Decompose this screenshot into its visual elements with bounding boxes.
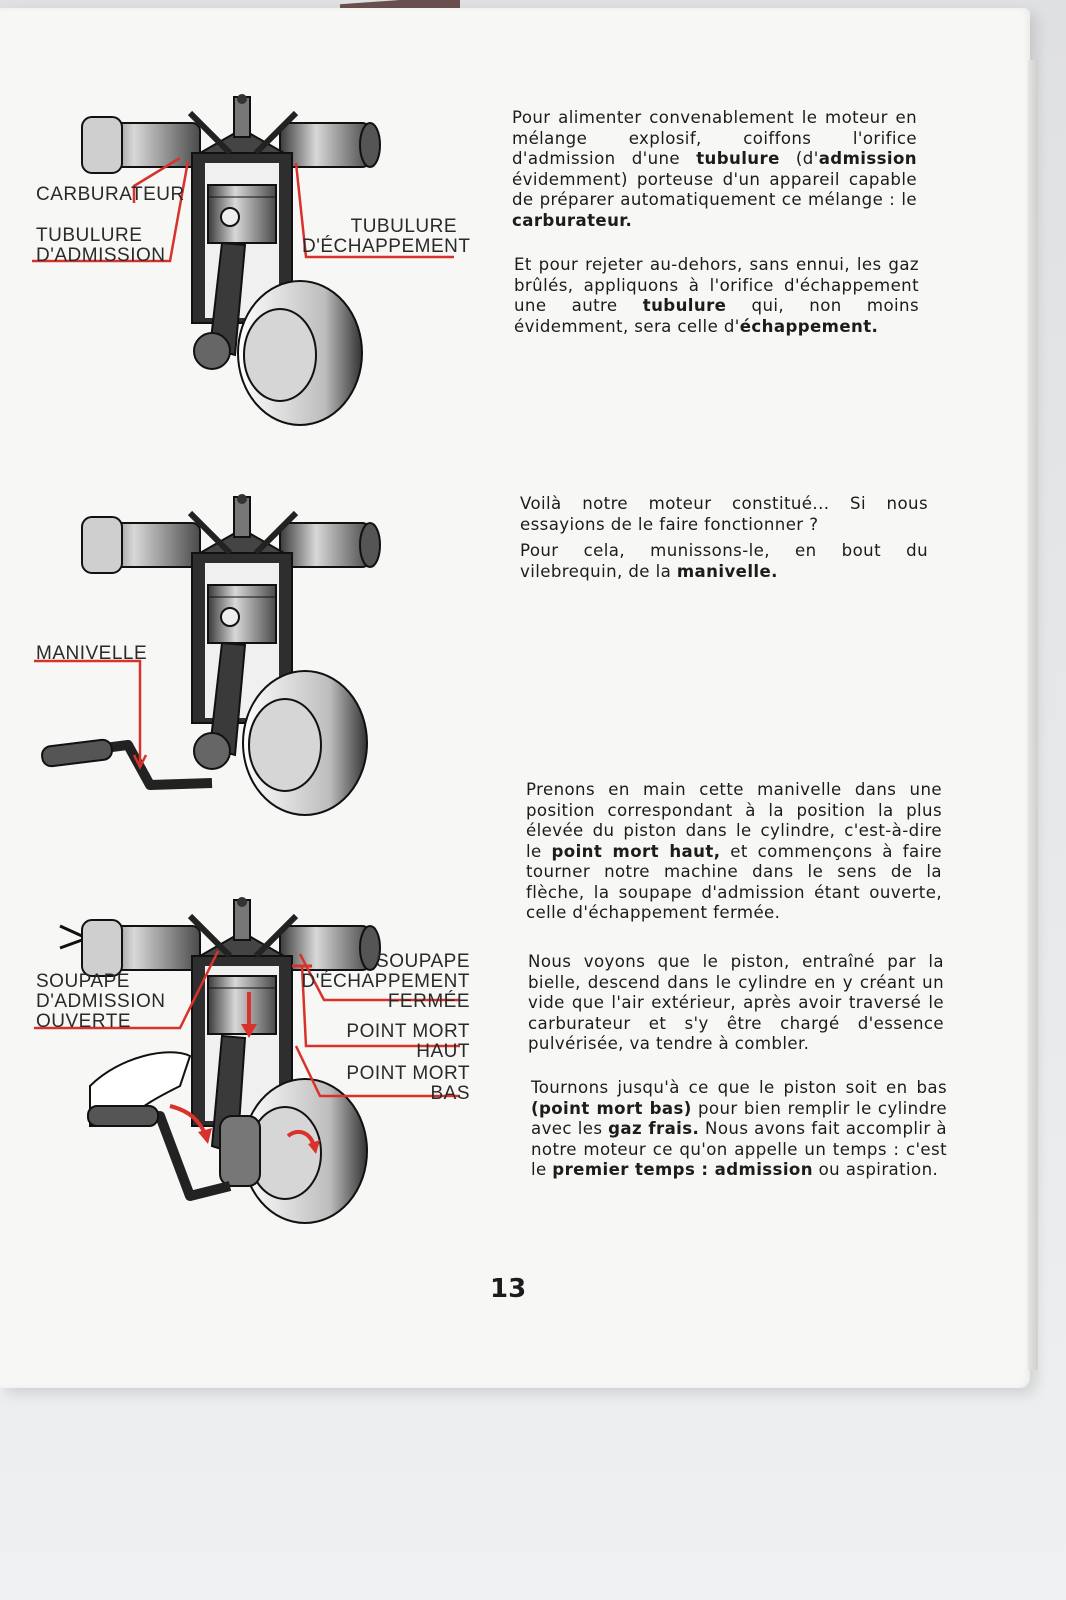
paragraph-manivelle: Pour cela, munissons-le, en bout du vilebrequin, de la manivelle.	[520, 541, 928, 581]
label-soupape-admission	[36, 972, 165, 1032]
label-soupape-admission-line2: D'ADMISSION	[36, 991, 166, 1012]
label-tubulure-admission-line1: TUBULURE	[36, 225, 143, 246]
label-tubulure-echappement-line1: TUBULURE	[350, 216, 457, 237]
paragraph-moteur-constitue: Voilà notre moteur constitué... Si nous essayions de le faire fonctionner ?	[520, 494, 928, 534]
label-soupape-echappement-line1: SOUPAPE	[376, 951, 470, 972]
label-point-mort-haut-line1: POINT MORT	[346, 1021, 470, 1042]
label-carburateur: CARBURATEUR	[36, 184, 185, 205]
label-point-mort-haut-line2: HAUT	[416, 1041, 470, 1062]
label-tubulure-echappement	[302, 216, 471, 257]
page-number: 13	[490, 1274, 527, 1304]
page-edge	[1028, 60, 1038, 1370]
label-point-mort-bas-line1: POINT MORT	[346, 1063, 470, 1084]
paragraph-piston-descend: Nous voyons que le piston, entraîné par la bielle, descend dans le cylindre en y créant un vide que l'air extérieur, après avoir traversé le carburateur et s'y être chargé d'essence pulvérisée, va tendre à combler.	[528, 952, 944, 1053]
book-page	[0, 8, 1030, 1388]
paragraph-point-mort-haut: Prenons en main cette manivelle dans une position correspondant à la position la plus élevée du piston dans le cylindre, c'est-à-dire le point mort haut, et commençons à faire tourner notre machine dans le sens de la flèche, la soupape d'admission étant ouverte, celle d'échappement fermée.	[526, 780, 942, 922]
label-point-mort-haut	[330, 1022, 470, 1062]
label-soupape-echappement-line3: FERMÉE	[387, 991, 470, 1012]
label-tubulure-admission-line2: D'ADMISSION	[36, 245, 166, 266]
label-soupape-echappement-line2: D'ÉCHAPPEMENT	[301, 971, 470, 992]
label-tubulure-echappement-line2: D'ÉCHAPPEMENT	[302, 236, 471, 257]
label-manivelle: MANIVELLE	[36, 643, 148, 664]
label-soupape-admission-line1: SOUPAPE	[36, 971, 130, 992]
paragraph-echappement: Et pour rejeter au-dehors, sans ennui, les gaz brûlés, appliquons à l'orifice d'échappement une autre tubulure qui, non moins évidemment, sera celle d'échappement.	[514, 255, 919, 336]
paragraph-premier-temps: Tournons jusqu'à ce que le piston soit en bas (point mort bas) pour bien remplir le cylindre avec les gaz frais. Nous avons fait accomplir à notre moteur ce qu'on appelle un temps : c'est le premier temps : admission ou aspiration.	[531, 1078, 948, 1179]
label-soupape-echappement	[300, 952, 470, 1012]
label-point-mort-bas	[330, 1064, 470, 1104]
label-tubulure-admission	[36, 226, 165, 266]
paragraph-carburateur: Pour alimenter convenablement le moteur en mélange explosif, coiffons l'orifice d'admission d'une tubulure (d'admission évidemment) porteuse d'un appareil capable de préparer automatiquement ce mélange : le carburateur.	[512, 108, 917, 230]
label-soupape-admission-line3: OUVERTE	[36, 1011, 132, 1032]
label-point-mort-bas-line2: BAS	[430, 1083, 470, 1104]
